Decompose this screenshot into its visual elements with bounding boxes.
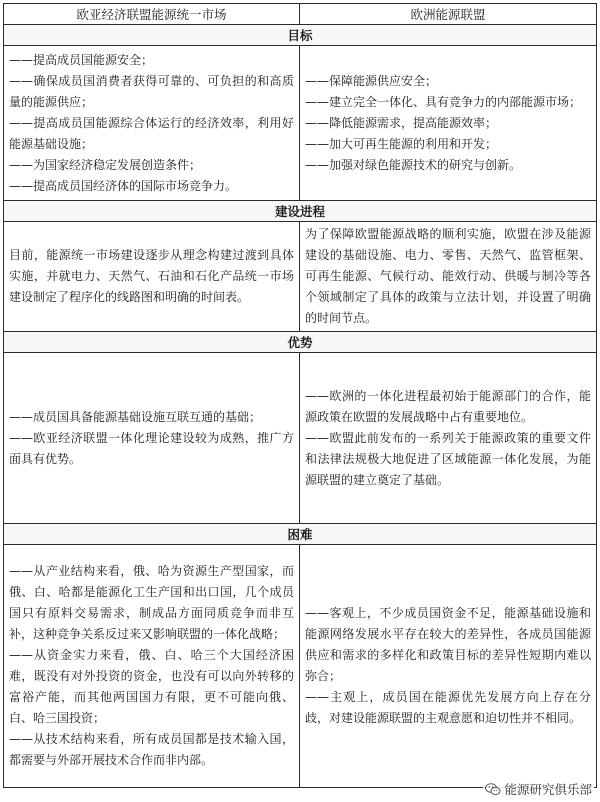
text-line: ——为国家经济稳定发展创造条件； [9, 157, 202, 172]
text-line: ——建立完全一体化、具有竞争力的内部能源市场； [305, 94, 582, 109]
text-line: ——提高成员国经济体的国际市场竞争力。 [9, 178, 238, 193]
section-content-row [4, 46, 597, 201]
text-line: 目前，能源统一市场建设逐步从理念构建过渡到具体实施，并就电力、天然气、石油和石化产品统一市场建设制定了程序化的线路图和明确的时间表。 [9, 248, 294, 304]
text-line: ——成员国具备能源基础设施互联互通的基础； [9, 409, 262, 424]
wechat-icon [485, 783, 501, 796]
difficulties-left-cell [4, 545, 300, 788]
text-line: ——欧盟此前发布的一系列关于能源政策的重要文件和法律法规极大地促进了区域能源一体化发展，为能源联盟的建立奠定了基础。 [305, 430, 591, 487]
section-title-goals: 目标 [4, 25, 597, 46]
text-line: ——确保成员国消费者获得可靠的、可负担的和高质量的能源供应； [9, 73, 294, 109]
text-line: ——从资金实力来看，俄、白、哈三个大国经济困难，既没有对外投资的资金，也没有可以向外转移的富裕产能，而其他两国国力有限，更不可能向俄、白、哈三国投资； [9, 648, 294, 725]
text-line: 为了保障欧盟能源战略的顺利实施，欧盟在涉及能源建设的基础设施、电力、零售、天然气、监管框架、可再生能源、气候行动、能效行动、供暖与制冷等各个领域制定了具体的政策与立法计划，并设置了明确的时间节点。 [305, 227, 591, 325]
text-line: ——保障能源供应安全； [305, 73, 438, 88]
header-left: 欧亚经济联盟能源统一市场 [4, 4, 300, 25]
section-title-row [4, 201, 597, 222]
text-line: ——降低能源需求，提高能源效率； [305, 115, 498, 130]
watermark-text: 能源研究俱乐部 [504, 782, 592, 797]
header-row [4, 4, 597, 25]
text-line: ——客观上，不少成员国资金不足，能源基础设施和能源网络发展水平存在较大的差异性，各成员国能源供应和需求的多样化和政策目标的差异性短期内难以弥合； [305, 606, 591, 683]
goals-left-cell [4, 46, 300, 201]
goals-right-cell [300, 46, 597, 201]
text-line: ——从产业结构来看，俄、哈为资源生产型国家，而俄、白、哈都是能源化工生产国和出口国，几个成员国只有原料交易需求，制成品方面同质竞争而非互补，这种竞争关系反过来又影响联盟的一体化战略； [9, 564, 294, 641]
section-title-row [4, 524, 597, 545]
section-content-row [4, 353, 597, 524]
text-line: ——欧洲的一体化进程最初始于能源部门的合作，能源政策在欧盟的发展战略中占有重要地位。 [305, 388, 591, 424]
advantages-right-cell [300, 353, 597, 524]
section-title-progress: 建设进程 [4, 201, 597, 222]
section-title-advantages: 优势 [4, 332, 597, 353]
advantages-left-cell [4, 353, 300, 524]
text-line: ——主观上，成员国在能源优先发展方向上存在分歧，对建设能源联盟的主观意愿和迫切性并不相同。 [305, 690, 591, 725]
text-line: ——从技术结构来看，所有成员国都是技术输入国，都需要与外部开展技术合作而非内部。 [9, 732, 294, 767]
text-line: ——提高成员国能源安全； [9, 52, 154, 67]
text-line: ——加强对绿色能源技术的研究与创新。 [305, 157, 522, 172]
difficulties-right-cell [300, 545, 597, 788]
text-line: ——提高成员国能源综合体运行的经济效率，利用好能源基础设施； [9, 115, 294, 151]
section-content-row [4, 222, 597, 332]
watermark [483, 780, 594, 798]
section-content-row [4, 545, 597, 788]
text-line: ——加大可再生能源的利用和开发； [305, 136, 498, 151]
progress-right-cell [300, 222, 597, 332]
comparison-table [3, 3, 597, 788]
text-line: ——欧亚经济联盟一体化理论建设较为成熟，推广方面具有优势。 [9, 430, 294, 466]
header-right: 欧洲能源联盟 [300, 4, 597, 25]
section-title-row [4, 25, 597, 46]
section-title-difficulties: 困难 [4, 524, 597, 545]
progress-left-cell [4, 222, 300, 332]
section-title-row [4, 332, 597, 353]
